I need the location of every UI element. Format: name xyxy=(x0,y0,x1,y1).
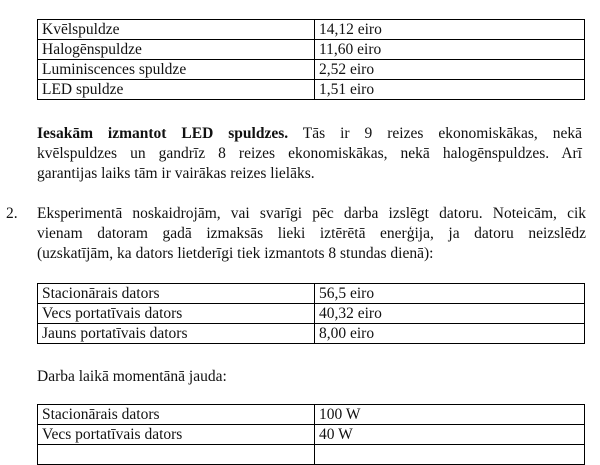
table-cell-name: Kvēlspuldze xyxy=(38,20,315,40)
table-cell-name: Stacionārais dators xyxy=(38,405,315,425)
led-recommendation-paragraph xyxy=(37,124,582,184)
paragraph-text: (uzskatījām, ka dators lietderīgi tiek izmantots 8 stundas dienā): xyxy=(37,245,434,262)
paragraph-text: Eksperimentā noskaidrojām, vai svarīgi pēc darba izslēgt datoru. Noteicām, cik xyxy=(37,205,586,222)
table-cell-value: 56,5 eiro xyxy=(315,284,585,304)
table-cell-value: 2,52 eiro xyxy=(315,60,585,80)
paragraph-text: garantijas laiks tām ir vairākas reizes lielāks. xyxy=(37,165,315,182)
table-cell-name: Vecs portatīvais dators xyxy=(38,304,315,324)
table-row xyxy=(38,80,585,100)
table-row xyxy=(38,284,585,304)
table-row xyxy=(38,425,585,445)
list-item-number: 2. xyxy=(6,205,18,222)
table-cell-value: 11,60 eiro xyxy=(315,40,585,60)
computer-power-table xyxy=(37,404,585,465)
table-cell-value xyxy=(315,445,585,465)
table-cell-name: LED spuldze xyxy=(38,80,315,100)
table-cell-value: 40 W xyxy=(315,425,585,445)
lamp-cost-table xyxy=(37,19,585,100)
table-cell-value: 40,32 eiro xyxy=(315,304,585,324)
table-row xyxy=(38,405,585,425)
computer-cost-table xyxy=(37,283,585,344)
table-row xyxy=(38,60,585,80)
table-cell-value: 8,00 eiro xyxy=(315,324,585,344)
table-row xyxy=(38,445,585,465)
table-cell-name: Vecs portatīvais dators xyxy=(38,425,315,445)
table-row xyxy=(38,40,585,60)
recommendation-bold-text: Iesakām izmantot LED spuldzes. xyxy=(37,125,289,142)
table-cell-name: Stacionārais dators xyxy=(38,284,315,304)
table-cell-value: 100 W xyxy=(315,405,585,425)
table-cell-name xyxy=(38,445,315,465)
paragraph-text: Tās ir 9 reizes ekonomiskākas, nekā xyxy=(288,125,582,142)
table-cell-name: Jauns portatīvais dators xyxy=(38,324,315,344)
table-row xyxy=(38,20,585,40)
paragraph-text: vienam datoram gadā izmaksās lieki iztērētā enerģija, ja datoru neizslēdz xyxy=(37,225,586,242)
table-cell-value: 1,51 eiro xyxy=(315,80,585,100)
experiment-paragraph xyxy=(37,204,586,264)
table-cell-value: 14,12 eiro xyxy=(315,20,585,40)
table-row xyxy=(38,304,585,324)
table-cell-name: Luminiscences spuldze xyxy=(38,60,315,80)
table-cell-name: Halogēnspuldze xyxy=(38,40,315,60)
paragraph-text: kvēlspuldzes un gandrīz 8 reizes ekonomiskākas, nekā halogēnspuldzes. Arī xyxy=(37,145,582,162)
table-row xyxy=(38,324,585,344)
power-heading-text: Darba laikā momentānā jauda: xyxy=(37,368,227,385)
